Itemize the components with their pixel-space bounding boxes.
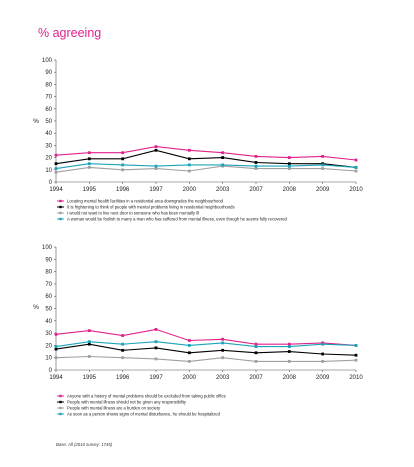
chart2-series-2-point [88,343,91,346]
chart2-series-1-point [255,343,258,346]
chart1-x-tick-label: 1994 [49,187,63,193]
chart1-y-tick-label: 60 [45,106,52,113]
chart2-series-2-point [121,349,124,352]
chart1-legend-4-label: A woman would be foolish to marry a man who has suffered from mental illness, even though he seems fully recovered [67,216,287,222]
chart2-legend-4-label: As soon as a person shows signs of mental disturbance, he should be hospitalized [67,411,220,417]
chart2-series-2-point [155,346,158,349]
chart2-series-4-point [155,340,158,343]
chart1-series-4-point [188,164,191,167]
chart1-series-4-point [288,165,291,168]
chart1-series-1-point [255,155,258,158]
chart1-series-1-point [88,151,91,154]
chart2-x-tick-label: 2010 [349,375,363,381]
chart2-series-1-point [88,329,91,332]
chart2-series-1-point [288,343,291,346]
chart2-series-3-point [155,358,158,361]
chart1-series-2-point [121,157,124,160]
chart1-y-tick-label: 50 [45,119,52,125]
chart2-x-tick-label: 1996 [115,375,130,381]
chart2-series-4-point [88,340,91,343]
chart1-series-4-point [355,166,358,169]
chart2-series-2-point [321,353,324,356]
chart1-y-tick-label: 40 [45,131,52,138]
chart1-y-tick-label: 90 [45,70,52,77]
chart2-x-tick-label: 2000 [182,375,197,381]
chart1-series-3-point [321,167,324,170]
chart2-series-3-point [255,360,258,363]
chart1-x-tick-label: 1996 [115,187,130,193]
chart1-series-1-point [221,151,224,154]
chart1-series-4-point [55,167,58,170]
chart1-legend-1-label: Locating mental health facilities in a residential area downgrades the neighbourhood [67,198,223,204]
chart1-series-1-point [288,156,291,159]
chart2-series-4-point [288,345,291,348]
chart1-y-tick-label: 80 [45,82,52,89]
chart1-series-4-point [255,165,258,168]
chart1-series-2-point [288,162,291,165]
chart1-series-3-point [355,170,358,173]
chart2-legend-4-marker [59,413,61,415]
chart1-legend-2-marker [59,206,61,208]
chart1-x-tick-label: 2000 [182,187,197,193]
chart1-legend-3-marker [59,212,61,214]
chart2-y-tick-label: 40 [45,318,52,325]
chart1-series-2-point [55,162,58,165]
chart2-series-4-point [321,343,324,346]
chart2-y-tick-label: 80 [45,269,52,276]
chart1-series-3-point [188,170,191,173]
chart2-x-tick-label: 1994 [49,375,63,381]
chart1-y-tick-label: 20 [45,155,52,162]
chart2-y-tick-label: 30 [45,331,52,338]
chart2-legend-3-label: People with mental illness are a burden on society [67,405,161,411]
chart2-series-4-point [221,342,224,345]
chart2-y-tick-label: 100 [41,245,52,251]
chart2-series-2-point [355,354,358,357]
chart2-y-tick-label: 20 [45,343,52,350]
chart2-x-tick-label: 2008 [282,375,297,381]
chart2-y-tick-label: 70 [45,281,52,288]
chart1-series-3-point [255,167,258,170]
chart1-series-3-point [288,167,291,170]
chart1-x-tick-label: 1997 [149,187,163,193]
chart1-series-2-point [155,149,158,152]
chart2-x-tick-label: 2007 [249,375,263,381]
chart2-x-tick-label: 1995 [82,375,97,381]
chart2-series-2-point [221,349,224,352]
chart2-series-3-point [55,356,58,359]
chart1-series-1-point [355,159,358,162]
chart1-legend-4-marker [59,218,61,220]
chart2-series-3-point [288,360,291,363]
chart2-series-2-line [56,344,356,355]
chart1-y-tick-label: 0 [48,180,52,186]
chart2-series-3-point [88,355,91,358]
chart1-series-4-point [321,164,324,167]
chart2-series-3-line [56,357,356,362]
chart2-legend-2-marker [59,401,61,403]
chart2-series-4-point [255,345,258,348]
chart2-series-3-point [221,356,224,359]
chart2-series-2-point [288,350,291,353]
page-title: % agreeing [38,26,102,40]
chart1-series-3-point [121,168,124,171]
chart1-series-2-point [255,161,258,164]
chart2-series-1-point [155,328,158,331]
chart2-y-tick-label: 90 [45,257,52,264]
chart1-y-tick-label: 10 [45,167,52,174]
chart1-y-axis-label: % [33,118,39,125]
chart2-series-1-point [55,333,58,336]
chart2-y-tick-label: 10 [45,355,52,362]
chart1-x-tick-label: 2008 [282,187,297,193]
chart1-series-1-point [155,145,158,148]
chart1-series-2-point [88,157,91,160]
chart2-series-4-point [188,344,191,347]
chart2-y-tick-label: 50 [45,306,52,313]
chart1-legend-3-label: I would not want to live next door to someone who has been mentally ill [67,210,199,216]
chart2-legend-2-label: People with mental illness should not be given any responsibility [67,399,186,405]
chart2-x-tick-label: 1997 [149,375,163,381]
chart1-series-4-point [88,162,91,165]
chart1-series-4-point [155,165,158,168]
chart1-y-tick-label: 100 [41,58,52,64]
chart2-series-2-point [188,351,191,354]
chart2-series-2-point [255,351,258,354]
chart1-series-4-point [121,164,124,167]
chart1-series-4-point [221,164,224,167]
chart1-y-tick-label: 70 [45,94,52,101]
chart2-series-3-point [121,356,124,359]
chart2-series-4-point [55,345,58,348]
chart2-series-4-point [121,343,124,346]
chart1-legend-1-marker [59,200,61,202]
chart1-x-tick-label: 1995 [82,187,97,193]
chart1-x-tick-label: 2009 [315,187,330,193]
chart2-x-tick-label: 2009 [315,375,330,381]
chart1-series-2-point [188,157,191,160]
chart1-series-1-point [321,155,324,158]
chart1-series-1-point [121,151,124,154]
chart2-x-tick-label: 2003 [215,375,230,381]
chart1-series-2-point [221,156,224,159]
chart1-x-tick-label: 2007 [249,187,263,193]
chart2-legend-1-marker [59,395,61,397]
chart1-series-1-point [188,149,191,152]
chart2-legend-3-marker [59,407,61,409]
chart1-x-tick-label: 2003 [215,187,230,193]
chart2-series-2-point [55,348,58,351]
chart1-series-3-point [88,166,91,169]
chart1-series-3-point [155,167,158,170]
base-note: Base: All (2010 survey: 1745) [56,442,113,447]
chart2-series-4-point [355,344,358,347]
chart2-y-axis-label: % [33,304,39,311]
chart2-series-1-point [221,338,224,341]
chart2-series-3-point [321,360,324,363]
chart1-series-3-point [55,171,58,174]
chart1-legend-2-label: It is frightening to think of people with mental problems living in residential neighbourhoods [67,204,235,210]
chart2-series-1-point [188,339,191,342]
chart2-y-tick-label: 60 [45,294,52,301]
chart2-legend-1-label: Anyone with a history of mental problems should be excluded from taking public office [67,393,226,399]
chart1-y-tick-label: 30 [45,143,52,150]
chart2-series-3-point [188,360,191,363]
chart2-y-tick-label: 0 [48,368,52,374]
chart1-series-1-point [55,154,58,157]
chart2-series-1-point [121,334,124,337]
chart1-x-tick-label: 2010 [349,187,363,193]
chart1-series-3-line [56,166,356,172]
chart2-series-3-point [355,359,358,362]
